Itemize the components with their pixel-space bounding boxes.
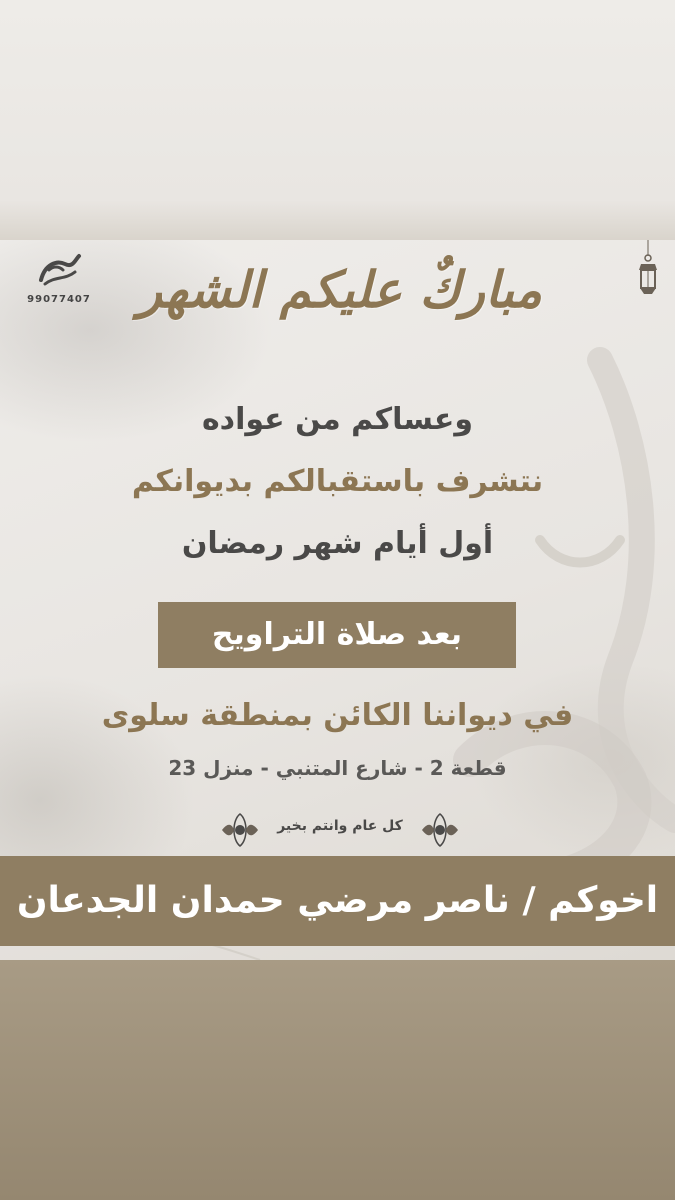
logo-phone-number: 99077407 — [27, 294, 91, 305]
location-line: في ديواننا الكائن بمنطقة سلوى — [101, 698, 574, 733]
welcome-line: نتشرف باستقبالكم بديوانكم — [131, 464, 544, 499]
ornament-right-icon — [418, 810, 462, 850]
wish-line: وعساكم من عواده — [201, 402, 474, 437]
date-line: أول أيام شهر رمضان — [181, 526, 494, 561]
brand-logo — [24, 250, 94, 305]
lantern-icon — [637, 240, 659, 300]
greeting-title: مباركٌ عليكم الشهر — [137, 260, 542, 319]
monogram-logo-icon — [35, 250, 83, 288]
brush-stroke-decoration — [0, 240, 675, 960]
invitation-card — [0, 240, 675, 960]
greeting-text: كل عام وانتم بخير — [277, 818, 403, 834]
time-banner: بعد صلاة التراويح — [158, 602, 516, 668]
ornament-left-icon — [218, 810, 262, 850]
address-line: قطعة 2 - شارع المتنبي - منزل 23 — [168, 756, 507, 780]
host-name-band: اخوكم / ناصر مرضي حمدان الجدعان — [0, 856, 675, 946]
greeting-row — [0, 810, 675, 850]
